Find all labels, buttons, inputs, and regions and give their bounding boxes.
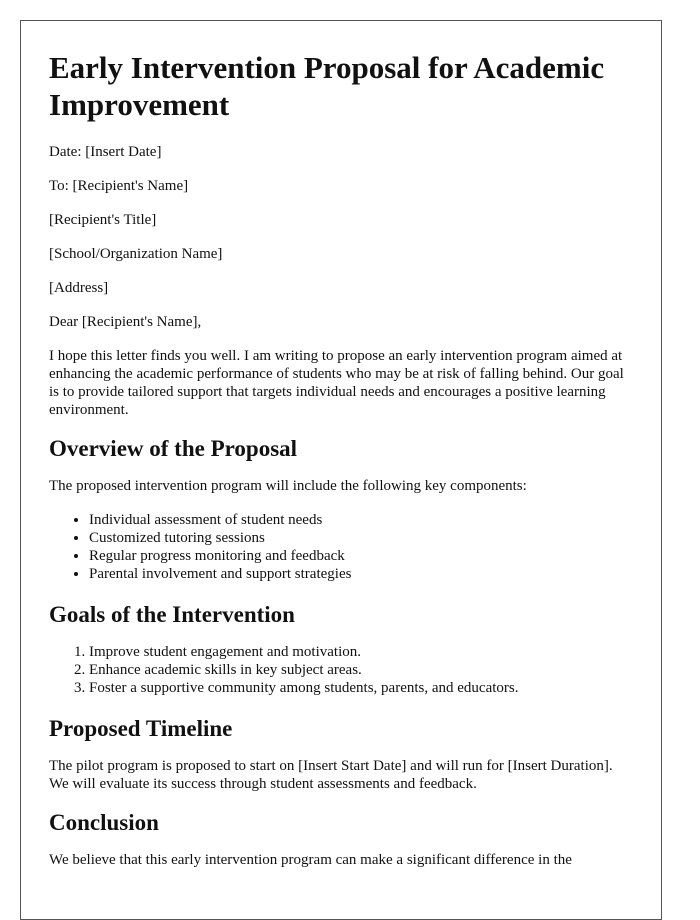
list-item: 1. Improve student engagement and motivation. [89,643,633,661]
page-title: Early Intervention Proposal for Academic Improvement [49,50,605,122]
conclusion-heading: Conclusion [49,810,159,835]
timeline-paragraph: The pilot program is proposed to start on [Insert Start Date] and will run for [Insert Duration]. We will evaluate its success through student assessments and feedback. [49,758,613,792]
list-item: 2. Enhance academic skills in key subject areas. [89,661,633,679]
timeline-heading: Proposed Timeline [49,716,233,741]
components-list [49,511,633,583]
conclusion-paragraph: We believe that this early intervention program can make a significant difference in the [49,852,572,868]
address-line: [Address] [49,280,109,296]
overview-lead: The proposed intervention program will include the following key components: [49,478,527,494]
goals-list [49,643,633,697]
list-item: • Parental involvement and support strategies [89,565,633,583]
list-item: • Customized tutoring sessions [89,529,633,547]
list-item: • Regular progress monitoring and feedback [89,547,633,565]
recipient-line: To: [Recipient's Name] [49,178,189,194]
goals-heading: Goals of the Intervention [49,602,295,627]
recipient-title-line: [Recipient's Title] [49,212,157,228]
letter-page [20,20,662,920]
date-line: Date: [Insert Date] [49,144,162,160]
list-item: • Individual assessment of student needs [89,511,633,529]
overview-heading: Overview of the Proposal [49,436,298,461]
intro-paragraph: I hope this letter finds you well. I am writing to propose an early intervention program aimed at enhancing the academic performance of students who may be at risk of falling behind. Our goal is to provide tailored support that targets individual needs and encourages a positive learning environment. [49,348,624,418]
list-item: 3. Foster a supportive community among students, parents, and educators. [89,679,633,697]
organization-line: [School/Organization Name] [49,246,223,262]
salutation: Dear [Recipient's Name], [49,314,202,330]
